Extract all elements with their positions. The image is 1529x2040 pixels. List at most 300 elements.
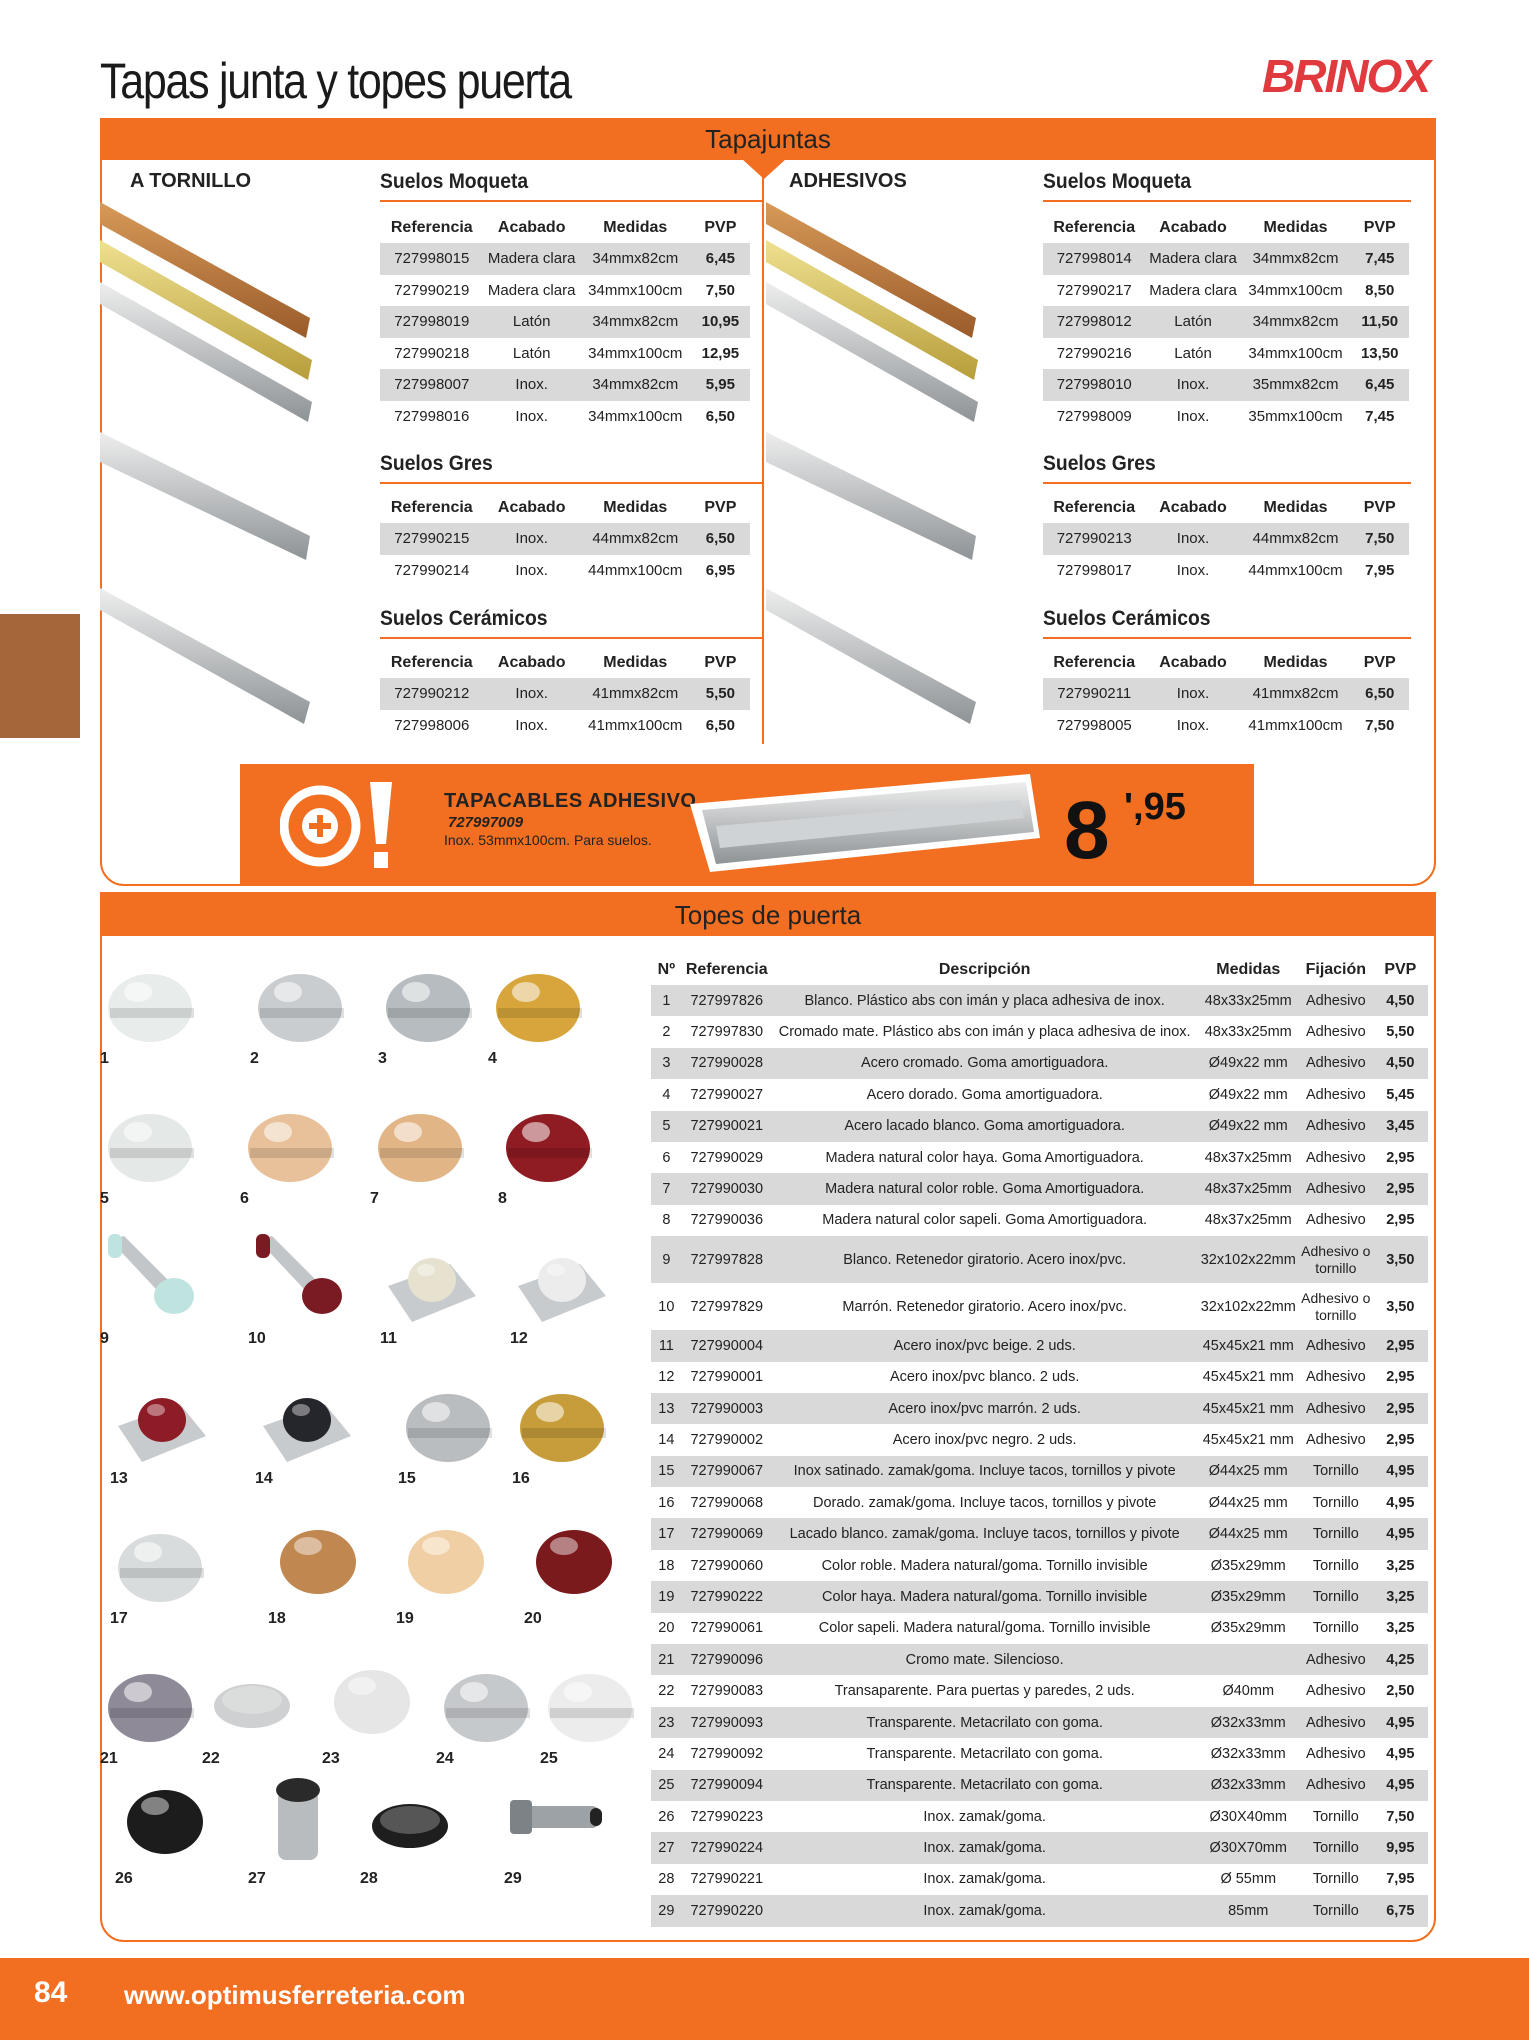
price-cell: 7,95	[1386, 1871, 1415, 1888]
fixing-cell: Tornillo	[1312, 1871, 1359, 1888]
section-rule	[1043, 482, 1411, 484]
size-cell: Ø32x33mm	[1198, 1770, 1299, 1801]
ref-cell: 727990027	[690, 1086, 764, 1103]
size-cell: 34mmx82cm	[1241, 243, 1351, 275]
size-cell: 45x45x21 mm	[1202, 1369, 1294, 1386]
finish-cell: Inox.	[484, 369, 580, 401]
table-row	[1043, 401, 1409, 433]
price-cell: 6,50	[705, 407, 735, 425]
table-row	[651, 1770, 1428, 1801]
door-stop-number: 1	[100, 1050, 109, 1067]
door-stop-image-13	[110, 1370, 210, 1470]
fixing-cell: Adhesivo o tornillo	[1301, 1289, 1371, 1323]
finish-cell: Inox.	[1145, 369, 1240, 401]
fixing-cell: Tornillo	[1312, 1494, 1359, 1511]
door-stop-number: 5	[100, 1190, 109, 1207]
door-stop-image-16	[512, 1370, 612, 1470]
promo-description: Inox. 53mmx100cm. Para suelos.	[444, 832, 652, 848]
num-cell: 9	[651, 1236, 682, 1283]
table-row	[651, 1142, 1428, 1173]
num-cell: 1	[651, 985, 682, 1016]
size-cell: 41mmx82cm	[580, 678, 691, 710]
column-header: Medidas	[603, 218, 668, 236]
fixing-cell: Adhesivo	[1305, 1431, 1366, 1448]
column-header: PVP	[1363, 218, 1396, 236]
num-cell: 28	[658, 1871, 675, 1888]
description-cell: Cromo mate. Silencioso.	[772, 1644, 1198, 1675]
door-stop-number: 12	[510, 1330, 528, 1347]
table-row	[651, 1675, 1428, 1706]
table-row	[1043, 275, 1409, 307]
column-header: Acabado	[497, 498, 566, 516]
door-stop-image-12	[510, 1230, 610, 1330]
fixing-cell: Adhesivo	[1299, 1393, 1373, 1424]
ref-cell: 727990212	[380, 678, 484, 710]
size-cell: 34mmx100cm	[1248, 281, 1343, 299]
price-cell: 7,50	[1386, 1808, 1415, 1825]
num-cell: 6	[662, 1149, 671, 1166]
size-cell: 41mmx82cm	[1241, 678, 1351, 710]
finish-cell: Inox.	[1176, 407, 1210, 425]
ref-cell: 727998007	[380, 369, 484, 401]
table-row	[1043, 555, 1409, 587]
ref-cell: 727990067	[682, 1456, 772, 1487]
description-cell: Inox. zamak/goma.	[923, 1871, 1046, 1888]
adhesivos-ceramicos-table	[1043, 647, 1409, 741]
column-header: Nº	[657, 960, 676, 978]
price-cell: 4,95	[1373, 1770, 1428, 1801]
promo-alert-icon	[280, 780, 400, 872]
size-cell: Ø44x25 mm	[1198, 1518, 1299, 1549]
column-header: Medidas	[1216, 960, 1281, 978]
price-cell: 2,95	[1373, 1330, 1428, 1361]
column-header: PVP	[704, 218, 737, 236]
finish-cell: Inox.	[484, 678, 580, 710]
promo-price-decimal: ',95	[1124, 786, 1186, 828]
description-cell: Inox. zamak/goma.	[772, 1895, 1198, 1926]
door-stop-image-26	[115, 1770, 215, 1870]
num-cell: 23	[651, 1707, 682, 1738]
description-cell: Blanco. Plástico abs con imán y placa adhesiva de inox.	[772, 985, 1198, 1016]
finish-cell: Latón	[512, 344, 551, 362]
price-cell: 4,95	[1373, 1707, 1428, 1738]
ref-cell: 727990211	[1043, 678, 1145, 710]
size-cell: 44mmx82cm	[580, 523, 691, 555]
description-cell: Acero inox/pvc negro. 2 uds.	[892, 1431, 1077, 1448]
fixing-cell: Adhesivo	[1299, 1111, 1373, 1142]
table-row	[1043, 369, 1409, 401]
price-cell: 2,95	[1373, 1173, 1428, 1204]
door-stop-image-7	[370, 1090, 470, 1190]
price-cell: 4,95	[1386, 1494, 1415, 1511]
size-cell: Ø32x33mm	[1198, 1707, 1299, 1738]
adhesivos-profiles-image	[766, 200, 981, 740]
size-cell: 48x37x25mm	[1204, 1149, 1292, 1166]
door-stop-number: 20	[524, 1610, 542, 1627]
table-row	[380, 243, 750, 275]
fixing-cell: Tornillo	[1299, 1895, 1373, 1926]
column-header: PVP	[704, 498, 737, 516]
table-row	[651, 985, 1428, 1016]
description-cell: Transaparente. Para puertas y paredes, 2 uds.	[834, 1683, 1135, 1700]
size-cell: Ø49x22 mm	[1198, 1111, 1299, 1142]
description-cell: Cromado mate. Plástico abs con imán y placa adhesiva de inox.	[778, 1024, 1191, 1041]
ref-cell: 727990060	[690, 1557, 764, 1574]
table-row	[651, 1362, 1428, 1393]
fixing-cell: Adhesivo	[1299, 1707, 1373, 1738]
door-stop-image-29	[504, 1770, 604, 1870]
section-rule	[380, 482, 762, 484]
table-row	[1043, 710, 1409, 742]
size-cell: Ø35x29mm	[1198, 1581, 1299, 1612]
door-stop-image-21	[100, 1650, 200, 1750]
num-cell: 21	[651, 1644, 682, 1675]
fixing-cell: Tornillo	[1299, 1581, 1373, 1612]
table-row	[651, 1864, 1428, 1895]
size-cell: 41mmx100cm	[1248, 716, 1343, 734]
size-cell: 34mmx82cm	[580, 369, 691, 401]
section-rule	[380, 637, 762, 639]
section-rule	[1043, 200, 1411, 202]
door-stop-image-8	[498, 1090, 598, 1190]
num-cell: 13	[651, 1393, 682, 1424]
fixing-cell: Adhesivo	[1305, 1369, 1366, 1386]
finish-cell: Inox.	[1176, 561, 1210, 579]
ref-cell: 727990003	[682, 1393, 772, 1424]
promo-product-name: TAPACABLES ADHESIVO	[444, 790, 697, 812]
size-cell: 41mmx100cm	[588, 716, 683, 734]
fixing-cell: Adhesivo o tornillo	[1299, 1236, 1373, 1283]
description-cell: Madera natural color sapeli. Goma Amortiguadora.	[822, 1212, 1148, 1229]
description-cell: Acero inox/pvc beige. 2 uds.	[772, 1330, 1198, 1361]
finish-cell: Inox.	[515, 716, 548, 734]
num-cell: 12	[658, 1369, 675, 1386]
door-stop-image-4	[488, 950, 588, 1050]
ref-cell: 727990222	[682, 1581, 772, 1612]
size-cell: Ø 55mm	[1220, 1871, 1277, 1888]
price-cell: 9,95	[1373, 1832, 1428, 1863]
finish-cell: Madera clara	[484, 243, 580, 275]
price-cell: 3,50	[1386, 1298, 1415, 1315]
door-stop-number: 29	[504, 1870, 522, 1887]
fixing-cell: Adhesivo	[1305, 1149, 1366, 1166]
table-row	[1043, 678, 1409, 710]
door-stop-image-5	[100, 1090, 200, 1190]
num-cell: 16	[658, 1494, 675, 1511]
table-row	[651, 1456, 1428, 1487]
door-stop-image-23	[322, 1650, 422, 1750]
size-cell: Ø49x22 mm	[1198, 1048, 1299, 1079]
price-cell: 3,50	[1373, 1236, 1428, 1283]
finish-cell: Inox.	[484, 523, 580, 555]
size-cell: 48x33x25mm	[1198, 985, 1299, 1016]
ref-cell: 727990217	[1056, 281, 1132, 299]
tornillo-moqueta-table	[380, 212, 750, 432]
size-cell: Ø49x22 mm	[1208, 1086, 1288, 1103]
num-cell: 2	[662, 1024, 671, 1041]
ref-cell: 727990224	[682, 1832, 772, 1863]
description-cell: Marrón. Retenedor giratorio. Acero inox/pvc.	[842, 1298, 1127, 1315]
table-row	[651, 1111, 1428, 1142]
size-cell: 45x45x21 mm	[1202, 1431, 1294, 1448]
size-cell: Ø44x25 mm	[1198, 1456, 1299, 1487]
door-stop-number: 8	[498, 1190, 507, 1207]
ref-cell: 727990216	[1056, 344, 1132, 362]
description-cell: Inox satinado. zamak/goma. Incluye tacos, tornillos y pivote	[772, 1456, 1198, 1487]
num-cell: 14	[658, 1431, 675, 1448]
price-cell: 6,45	[691, 243, 750, 275]
table-row	[651, 1173, 1428, 1204]
price-cell: 3,25	[1386, 1620, 1415, 1637]
price-cell: 7,50	[705, 281, 735, 299]
fixing-cell: Adhesivo	[1305, 1683, 1366, 1700]
price-cell: 7,95	[1365, 561, 1395, 579]
door-stop-image-27	[248, 1770, 348, 1870]
description-cell: Color roble. Madera natural/goma. Tornillo invisible	[821, 1557, 1148, 1574]
num-cell: 11	[651, 1330, 682, 1361]
tornillo-gres-table	[380, 492, 750, 586]
price-cell: 2,95	[1373, 1393, 1428, 1424]
column-header: Acabado	[1159, 498, 1227, 516]
ref-cell: 727990021	[682, 1111, 772, 1142]
column-header: Acabado	[497, 218, 566, 236]
description-cell: Inox. zamak/goma.	[772, 1832, 1198, 1863]
price-cell: 5,50	[691, 678, 750, 710]
ref-cell: 727990061	[690, 1620, 764, 1637]
size-cell: 35mmx100cm	[1248, 407, 1343, 425]
num-cell: 10	[658, 1298, 675, 1315]
price-cell: 7,45	[1365, 407, 1395, 425]
ref-cell: 727990069	[682, 1518, 772, 1549]
description-cell: Transparente. Metacrilato con goma.	[772, 1770, 1198, 1801]
size-cell: 48x37x25mm	[1198, 1173, 1299, 1204]
door-stop-number: 15	[398, 1470, 416, 1487]
table-row	[1043, 523, 1409, 555]
table-row	[380, 555, 750, 587]
finish-cell: Inox.	[515, 561, 548, 579]
door-stop-image-18	[268, 1510, 368, 1610]
tornillo-ceramicos-title: Suelos Cerámicos	[380, 607, 548, 630]
column-header: Fijación	[1305, 960, 1367, 978]
ref-cell: 727997830	[690, 1024, 764, 1041]
ref-cell: 727990096	[682, 1644, 772, 1675]
door-stop-image-20	[524, 1510, 624, 1610]
description-cell: Acero inox/pvc marrón. 2 uds.	[772, 1393, 1198, 1424]
door-stop-number: 22	[202, 1750, 220, 1767]
door-stop-number: 10	[248, 1330, 266, 1347]
fixing-cell: Adhesivo	[1299, 1770, 1373, 1801]
table-row	[380, 338, 750, 370]
column-header: Descripción	[938, 960, 1031, 978]
table-row	[380, 678, 750, 710]
fixing-cell: Adhesivo	[1305, 1086, 1366, 1103]
price-cell: 6,50	[691, 523, 750, 555]
finish-cell: Inox.	[1145, 678, 1240, 710]
table-row	[651, 1048, 1428, 1079]
price-cell: 6,45	[1350, 369, 1409, 401]
adhesivos-gres-table	[1043, 492, 1409, 586]
tapacables-image	[690, 768, 1040, 878]
size-cell: 34mmx82cm	[580, 306, 691, 338]
door-stop-image-25	[540, 1650, 640, 1750]
description-cell: Acero cromado. Goma amortiguadora.	[772, 1048, 1198, 1079]
num-cell: 25	[651, 1770, 682, 1801]
price-cell: 11,50	[1350, 306, 1409, 338]
column-header: Referencia	[390, 218, 473, 236]
size-cell: 34mmx100cm	[1248, 344, 1343, 362]
price-cell: 5,95	[691, 369, 750, 401]
ref-cell: 727998006	[394, 716, 470, 734]
price-cell: 7,45	[1350, 243, 1409, 275]
table-row	[651, 1205, 1428, 1236]
door-stop-number: 18	[268, 1610, 286, 1627]
table-row	[651, 1738, 1428, 1769]
description-cell: Color sapeli. Madera natural/goma. Tornillo invisible	[818, 1620, 1151, 1637]
size-cell: 34mmx100cm	[588, 281, 683, 299]
table-row	[651, 1283, 1428, 1330]
door-stop-image-14	[255, 1370, 355, 1470]
ref-cell: 727998014	[1043, 243, 1145, 275]
door-stop-number: 2	[250, 1050, 259, 1067]
ref-cell: 727998005	[1056, 716, 1132, 734]
door-stop-number: 3	[378, 1050, 387, 1067]
column-header: Referencia	[1053, 218, 1136, 236]
column-header: Referencia	[1053, 498, 1136, 516]
ref-cell: 727990083	[690, 1683, 764, 1700]
description-cell: Transparente. Metacrilato con goma.	[866, 1745, 1103, 1762]
ref-cell: 727990029	[690, 1149, 764, 1166]
price-cell: 12,95	[701, 344, 740, 362]
description-cell: Inox. zamak/goma.	[923, 1808, 1046, 1825]
section-rule	[380, 200, 762, 202]
door-stop-image-11	[380, 1230, 480, 1330]
num-cell: 7	[651, 1173, 682, 1204]
adhesivos-moqueta-title: Suelos Moqueta	[1043, 170, 1192, 193]
size-cell: 48x37x25mm	[1204, 1212, 1292, 1229]
price-cell: 6,75	[1373, 1895, 1428, 1926]
size-cell: 32x102x22mm	[1200, 1298, 1296, 1315]
num-cell: 18	[658, 1557, 675, 1574]
table-row	[1043, 338, 1409, 370]
table-row	[651, 1895, 1428, 1926]
finish-cell: Inox.	[1145, 523, 1240, 555]
ref-cell: 727990036	[690, 1212, 764, 1229]
ref-cell: 727990094	[682, 1770, 772, 1801]
size-cell: 48x33x25mm	[1204, 1024, 1292, 1041]
table-row	[651, 1832, 1428, 1863]
column-header: Acabado	[497, 653, 566, 671]
door-stop-number: 9	[100, 1330, 109, 1347]
door-stop-number: 13	[110, 1470, 128, 1487]
table-row	[380, 306, 750, 338]
column-header: Referencia	[1053, 653, 1136, 671]
ref-cell: 727990028	[682, 1048, 772, 1079]
finish-cell: Madera clara	[1145, 243, 1240, 275]
ref-cell: 727990002	[690, 1431, 764, 1448]
description-cell: Madera natural color roble. Goma Amortiguadora.	[772, 1173, 1198, 1204]
door-stop-number: 17	[110, 1610, 128, 1627]
ref-cell: 727990214	[394, 561, 470, 579]
column-header: Referencia	[390, 653, 473, 671]
size-cell: 34mmx100cm	[588, 344, 683, 362]
price-cell: 2,95	[1386, 1369, 1415, 1386]
ref-cell: 727998012	[1043, 306, 1145, 338]
website-url: www.optimusferreteria.com	[124, 1980, 466, 2010]
table-row	[380, 710, 750, 742]
description-cell: Dorado. zamak/goma. Incluye tacos, tornillos y pivote	[812, 1494, 1157, 1511]
table-row	[651, 1613, 1428, 1644]
tapajuntas-heading: Tapajuntas	[100, 118, 1436, 160]
table-row	[651, 1393, 1428, 1424]
num-cell: 20	[658, 1620, 675, 1637]
door-stop-number: 24	[436, 1750, 454, 1767]
num-cell: 24	[658, 1745, 675, 1762]
door-stop-image-1	[100, 950, 200, 1050]
ref-cell: 727990215	[380, 523, 484, 555]
page-number: 84	[34, 1976, 68, 2009]
num-cell: 15	[651, 1456, 682, 1487]
size-cell: 34mmx100cm	[588, 407, 683, 425]
tornillo-ceramicos-table	[380, 647, 750, 741]
num-cell: 17	[651, 1518, 682, 1549]
description-cell: Lacado blanco. zamak/goma. Incluye tacos, tornillos y pivote	[772, 1518, 1198, 1549]
door-stop-number: 28	[360, 1870, 378, 1887]
num-cell: 29	[651, 1895, 682, 1926]
price-cell: 4,95	[1373, 1518, 1428, 1549]
size-cell: 34mmx82cm	[1241, 306, 1351, 338]
promo-reference: 727997009	[448, 814, 524, 831]
price-cell: 3,25	[1386, 1557, 1415, 1574]
fixing-cell: Adhesivo	[1299, 1644, 1373, 1675]
size-cell: 44mmx100cm	[588, 561, 683, 579]
door-stop-image-9	[100, 1230, 200, 1330]
price-cell: 2,95	[1386, 1431, 1415, 1448]
ref-cell: 727998016	[394, 407, 470, 425]
size-cell: Ø40mm	[1222, 1683, 1275, 1700]
door-stop-number: 7	[370, 1190, 379, 1207]
num-cell: 27	[651, 1832, 682, 1863]
price-cell: 5,50	[1386, 1024, 1415, 1041]
price-cell: 4,95	[1373, 1456, 1428, 1487]
ref-cell: 727990219	[394, 281, 470, 299]
ref-cell: 727997829	[690, 1298, 764, 1315]
column-header: Medidas	[603, 653, 668, 671]
heading-notch	[742, 159, 786, 179]
fixing-cell: Adhesivo	[1305, 1745, 1366, 1762]
door-stop-number: 21	[100, 1750, 118, 1767]
num-cell: 8	[662, 1212, 671, 1229]
price-cell: 3,45	[1373, 1111, 1428, 1142]
brinox-logo	[1262, 44, 1442, 102]
table-row	[651, 1016, 1428, 1047]
door-stop-image-28	[360, 1770, 460, 1870]
price-cell: 4,50	[1373, 985, 1428, 1016]
fixing-cell: Tornillo	[1312, 1808, 1359, 1825]
finish-cell: Madera clara	[1149, 281, 1237, 299]
table-row	[1043, 243, 1409, 275]
size-cell: 45x45x21 mm	[1198, 1393, 1299, 1424]
num-cell: 19	[651, 1581, 682, 1612]
door-stop-image-15	[398, 1370, 498, 1470]
door-stop-image-2	[250, 950, 350, 1050]
size-cell	[1198, 1644, 1299, 1675]
price-cell: 13,50	[1360, 344, 1399, 362]
page-title: Tapas junta y topes puerta	[100, 53, 571, 109]
door-stop-image-6	[240, 1090, 340, 1190]
door-stop-image-22	[202, 1650, 302, 1750]
topes-table	[651, 954, 1428, 1927]
finish-cell: Latón	[484, 306, 580, 338]
